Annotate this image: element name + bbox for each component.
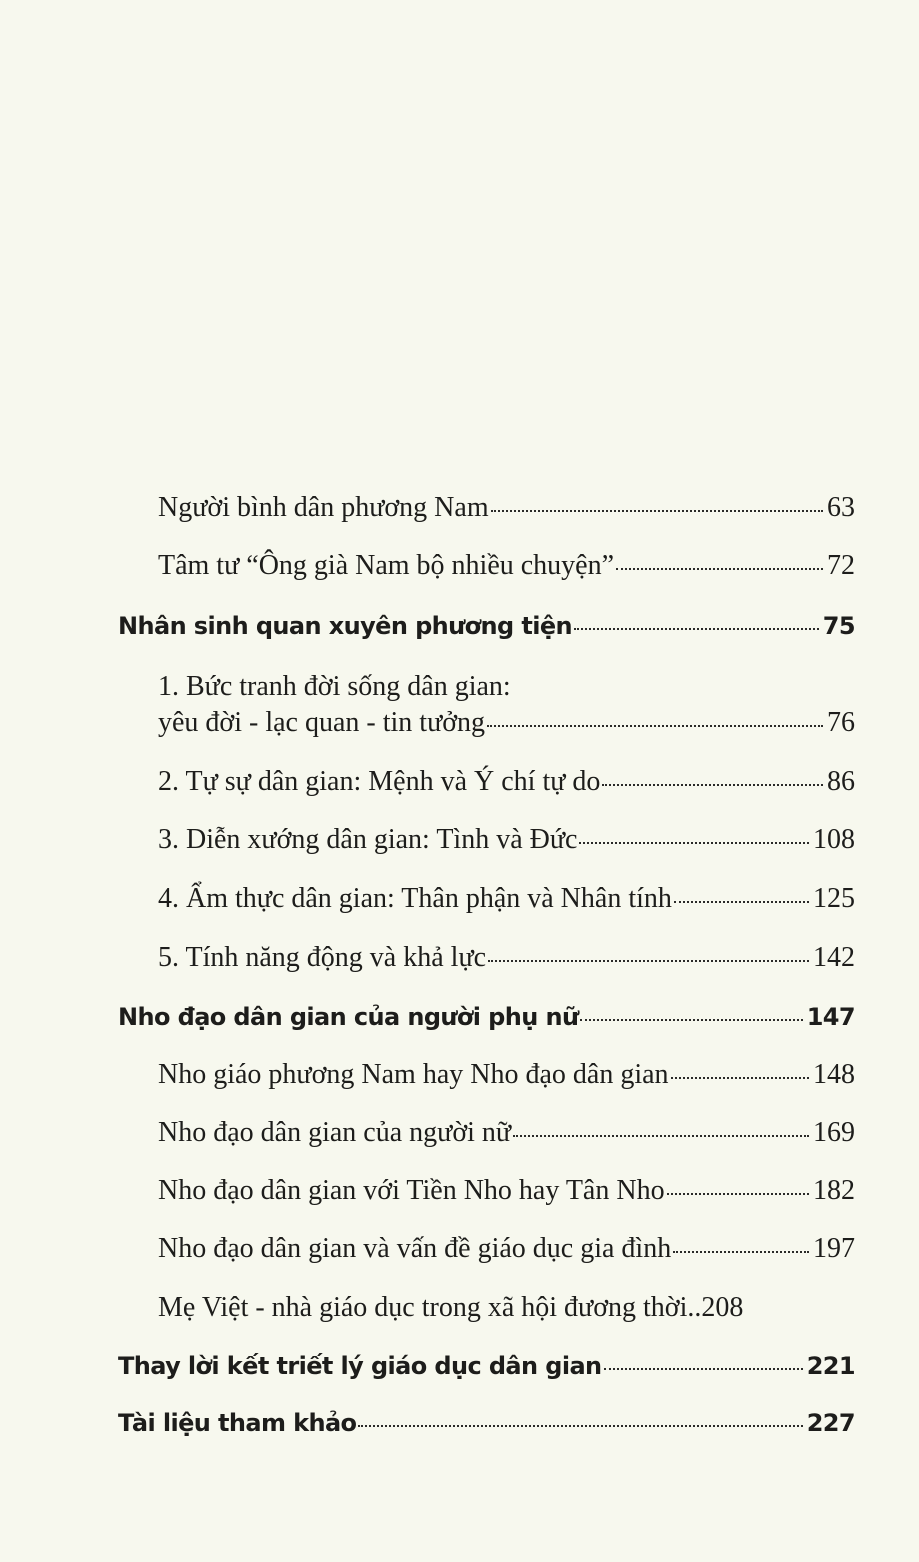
toc-entry-label: Nho đạo dân gian của người nữ bbox=[158, 1117, 512, 1148]
toc-leader-dots bbox=[358, 1425, 802, 1427]
toc-entry bbox=[158, 1292, 855, 1324]
toc-leader-dots bbox=[574, 628, 819, 630]
toc-entry-page: 72 bbox=[827, 550, 855, 581]
toc-leader-dots bbox=[513, 1135, 809, 1137]
toc-leader-dots bbox=[580, 1019, 802, 1021]
toc-section-label: Tài liệu tham khảo bbox=[118, 1409, 357, 1437]
toc-entry bbox=[158, 550, 855, 582]
toc-entry-label: Tâm tư “Ông già Nam bộ nhiều chuyện” bbox=[158, 550, 615, 581]
toc-leader-dots bbox=[616, 568, 823, 570]
toc-entry-page: 63 bbox=[827, 492, 855, 523]
toc-section-page: 227 bbox=[806, 1409, 855, 1437]
toc-entry-label: Người bình dân phương Nam bbox=[158, 492, 489, 523]
toc-entry-label: Nho đạo dân gian với Tiền Nho hay Tân Nho bbox=[158, 1175, 665, 1206]
toc-section bbox=[118, 1409, 855, 1437]
toc-entry bbox=[158, 707, 855, 739]
toc-entry-label-line1: 1. Bức tranh đời sống dân gian: bbox=[158, 671, 511, 702]
toc-section-label: Nhân sinh quan xuyên phương tiện bbox=[118, 612, 573, 640]
toc-entry-label: Mẹ Việt - nhà giáo dục trong xã hội đương thời.. bbox=[158, 1292, 702, 1323]
toc-entry-page: 125 bbox=[813, 883, 855, 914]
toc-entry bbox=[158, 1117, 855, 1149]
toc-entry-page: 197 bbox=[813, 1233, 855, 1264]
toc-leader-dots bbox=[487, 725, 823, 727]
toc-leader-dots bbox=[673, 1251, 809, 1253]
toc-entry-page: 148 bbox=[813, 1059, 855, 1090]
toc-entry bbox=[158, 1059, 855, 1091]
toc-leader-dots bbox=[667, 1193, 809, 1195]
toc-entry bbox=[158, 942, 855, 974]
toc-section bbox=[118, 612, 855, 640]
toc-leader-dots bbox=[674, 901, 809, 903]
toc-entry-page: 86 bbox=[827, 766, 855, 797]
toc-section bbox=[118, 1003, 855, 1031]
toc-entry-page: 108 bbox=[813, 824, 855, 855]
toc-entry-page: 182 bbox=[813, 1175, 855, 1206]
toc-entry bbox=[158, 1175, 855, 1207]
toc-entry-page: 208 bbox=[701, 1292, 744, 1323]
toc-entry-label: yêu đời - lạc quan - tin tưởng bbox=[158, 707, 486, 738]
toc-entry-label: Nho giáo phương Nam hay Nho đạo dân gian bbox=[158, 1059, 669, 1090]
toc-entry-page: 169 bbox=[813, 1117, 855, 1148]
toc-entry-label: 5. Tính năng động và khả lực bbox=[158, 942, 487, 973]
toc-leader-dots bbox=[671, 1077, 809, 1079]
toc-entry-page: 142 bbox=[813, 942, 855, 973]
toc-entry bbox=[158, 824, 855, 856]
toc-leader-dots bbox=[579, 842, 809, 844]
toc-entry bbox=[158, 1233, 855, 1265]
toc-leader-dots bbox=[488, 960, 809, 962]
toc-entry-label: 4. Ẩm thực dân gian: Thân phận và Nhân tính bbox=[158, 883, 672, 914]
toc-leader-dots bbox=[602, 784, 823, 786]
toc-section-label: Thay lời kết triết lý giáo dục dân gian bbox=[118, 1352, 602, 1380]
toc-leader-dots bbox=[604, 1368, 803, 1370]
toc-entry-label: 3. Diễn xướng dân gian: Tình và Đức bbox=[158, 824, 578, 855]
toc-entry-label: Nho đạo dân gian và vấn đề giáo dục gia đình bbox=[158, 1233, 672, 1264]
toc-entry-label: 2. Tự sự dân gian: Mệnh và Ý chí tự do bbox=[158, 766, 601, 797]
toc-entry bbox=[158, 883, 855, 915]
toc-entry-page: 76 bbox=[827, 707, 855, 738]
toc-section-page: 221 bbox=[806, 1352, 855, 1380]
toc-section-page: 147 bbox=[806, 1003, 855, 1031]
toc-section-page: 75 bbox=[822, 612, 855, 640]
toc-section bbox=[118, 1352, 855, 1380]
toc-leader-dots bbox=[491, 510, 823, 512]
toc-entry bbox=[158, 766, 855, 798]
toc-entry bbox=[158, 492, 855, 524]
toc-section-label: Nho đạo dân gian của người phụ nữ bbox=[118, 1003, 579, 1031]
